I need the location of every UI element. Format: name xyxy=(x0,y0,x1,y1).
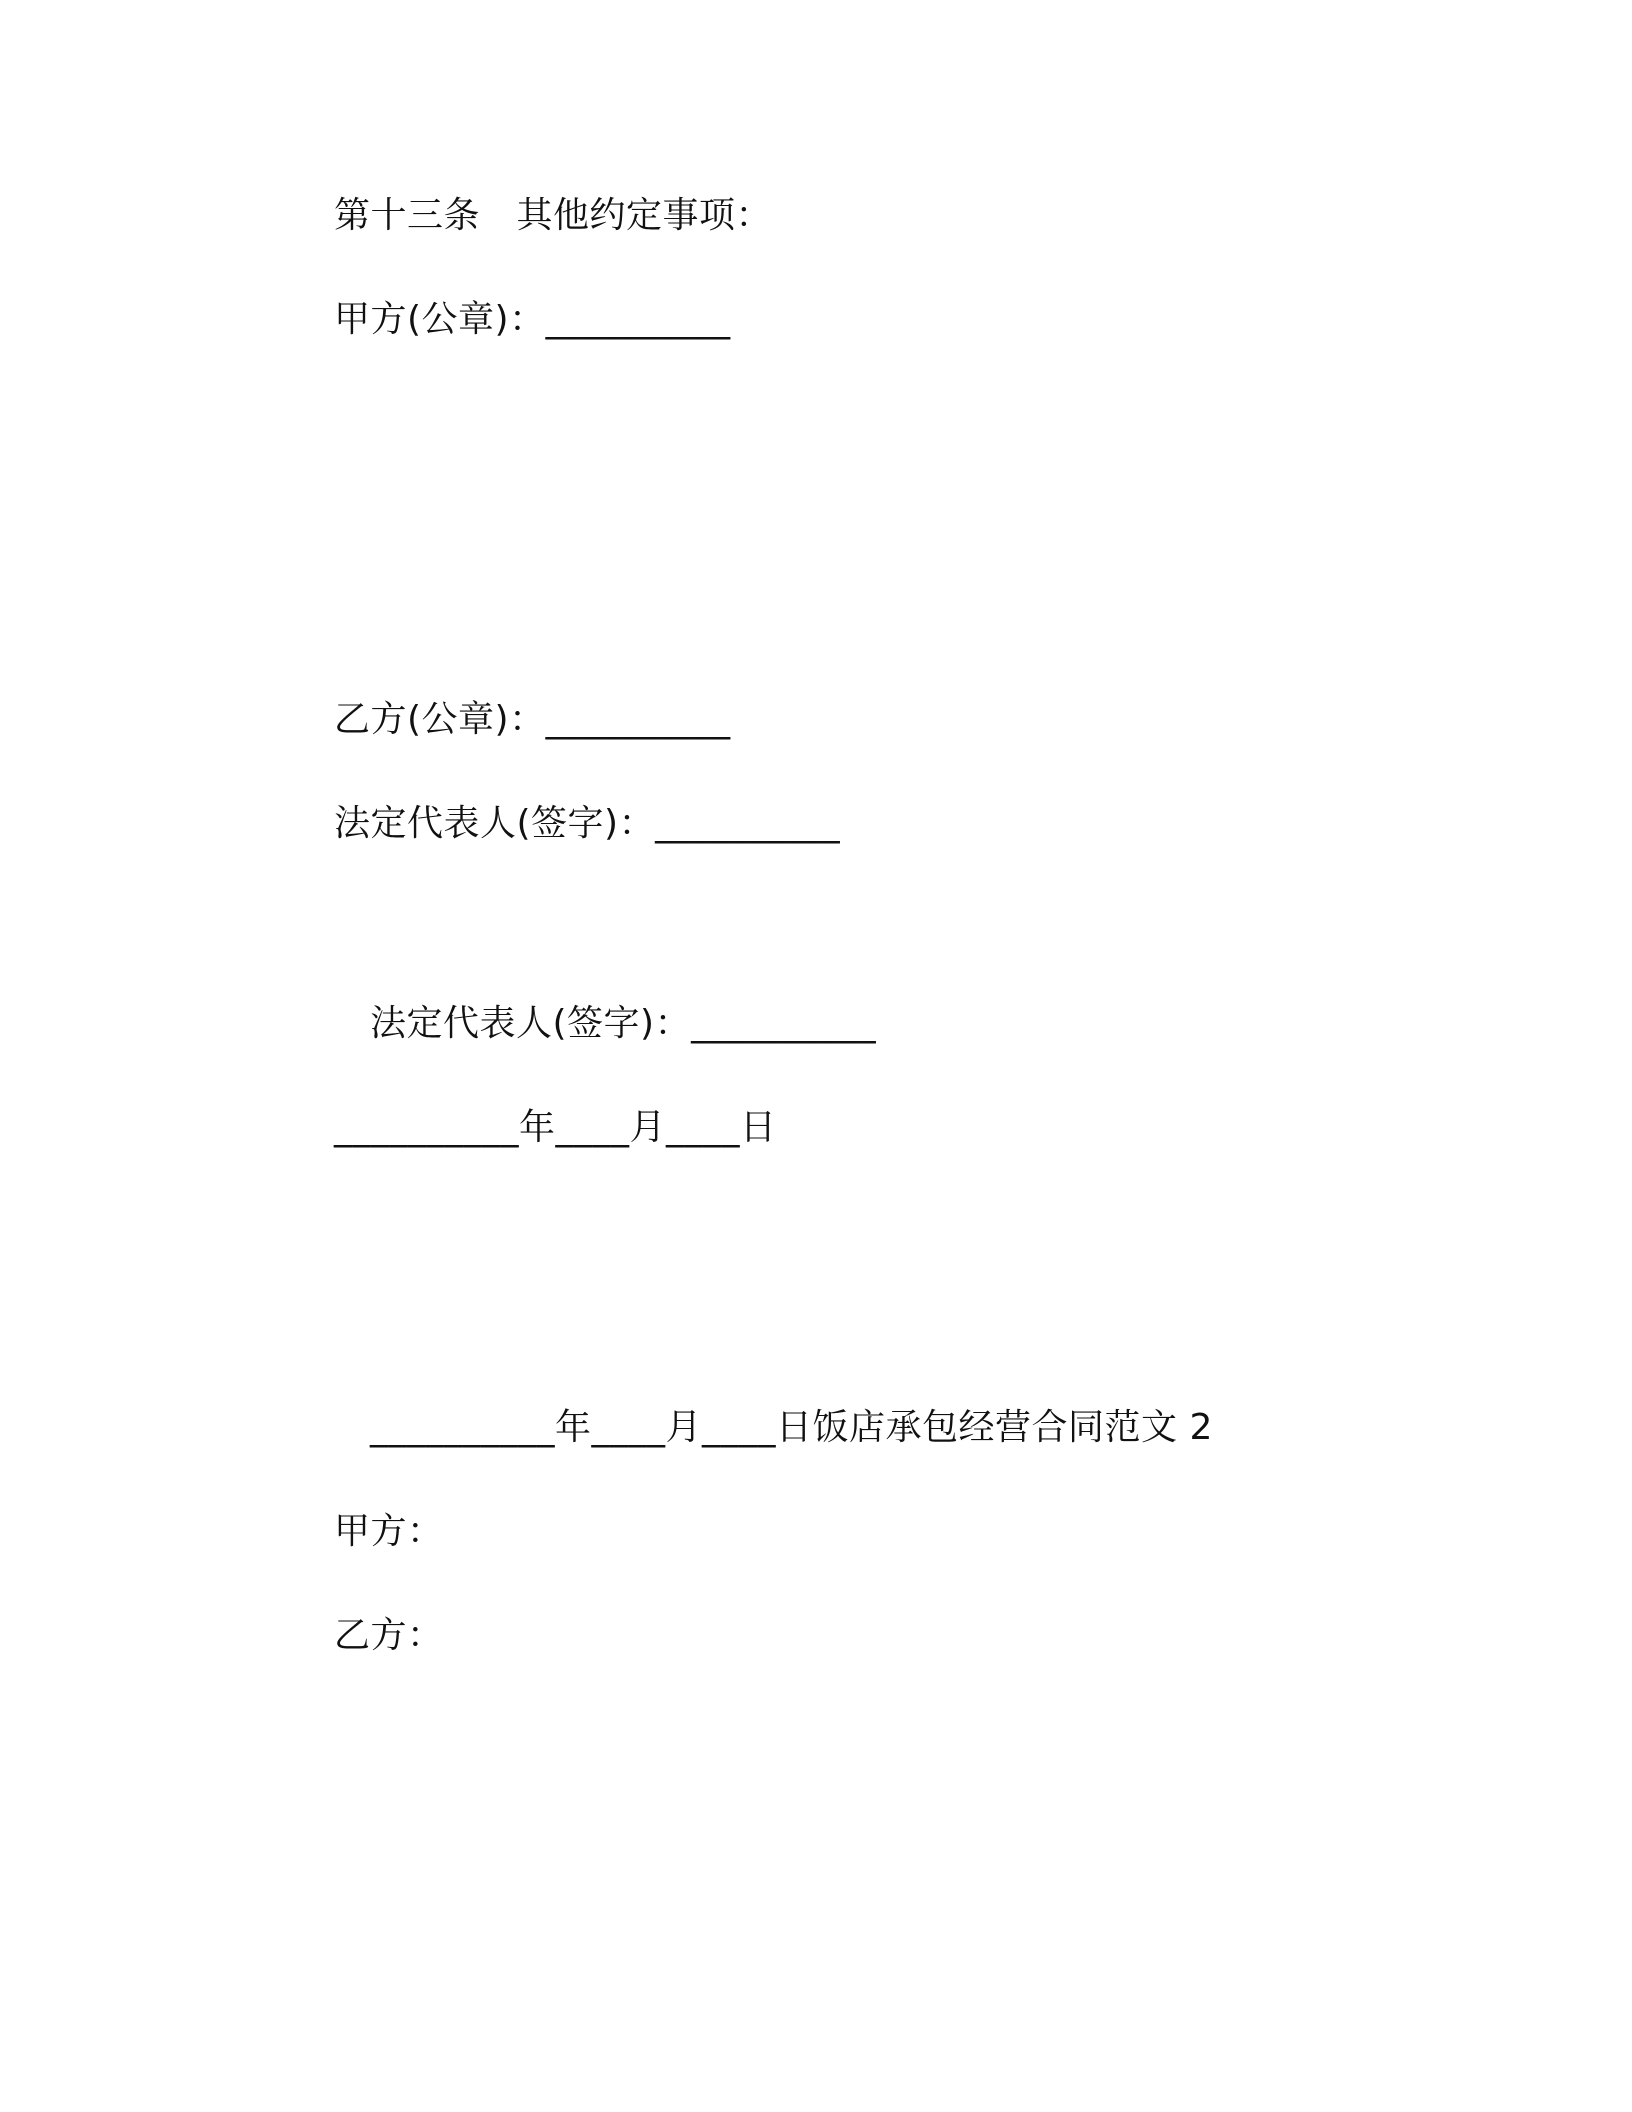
party-b-label: 乙方： xyxy=(334,1615,444,1656)
date-line: __________年____月____日 xyxy=(334,1107,777,1148)
legal-representative-signature-line-2: 法定代表人(签字)：__________ xyxy=(370,1003,877,1044)
legal-representative-signature-line: 法定代表人(签字)：__________ xyxy=(334,803,841,844)
party-a-label: 甲方： xyxy=(334,1511,444,1552)
party-a-seal-line: 甲方(公章)：__________ xyxy=(334,299,731,340)
clause-13-heading: 第十三条 其他约定事项： xyxy=(334,195,773,236)
party-b-seal-line: 乙方(公章)：__________ xyxy=(334,699,731,740)
contract-title-line: __________年____月____日饭店承包经营合同范文 2 xyxy=(370,1407,1213,1448)
